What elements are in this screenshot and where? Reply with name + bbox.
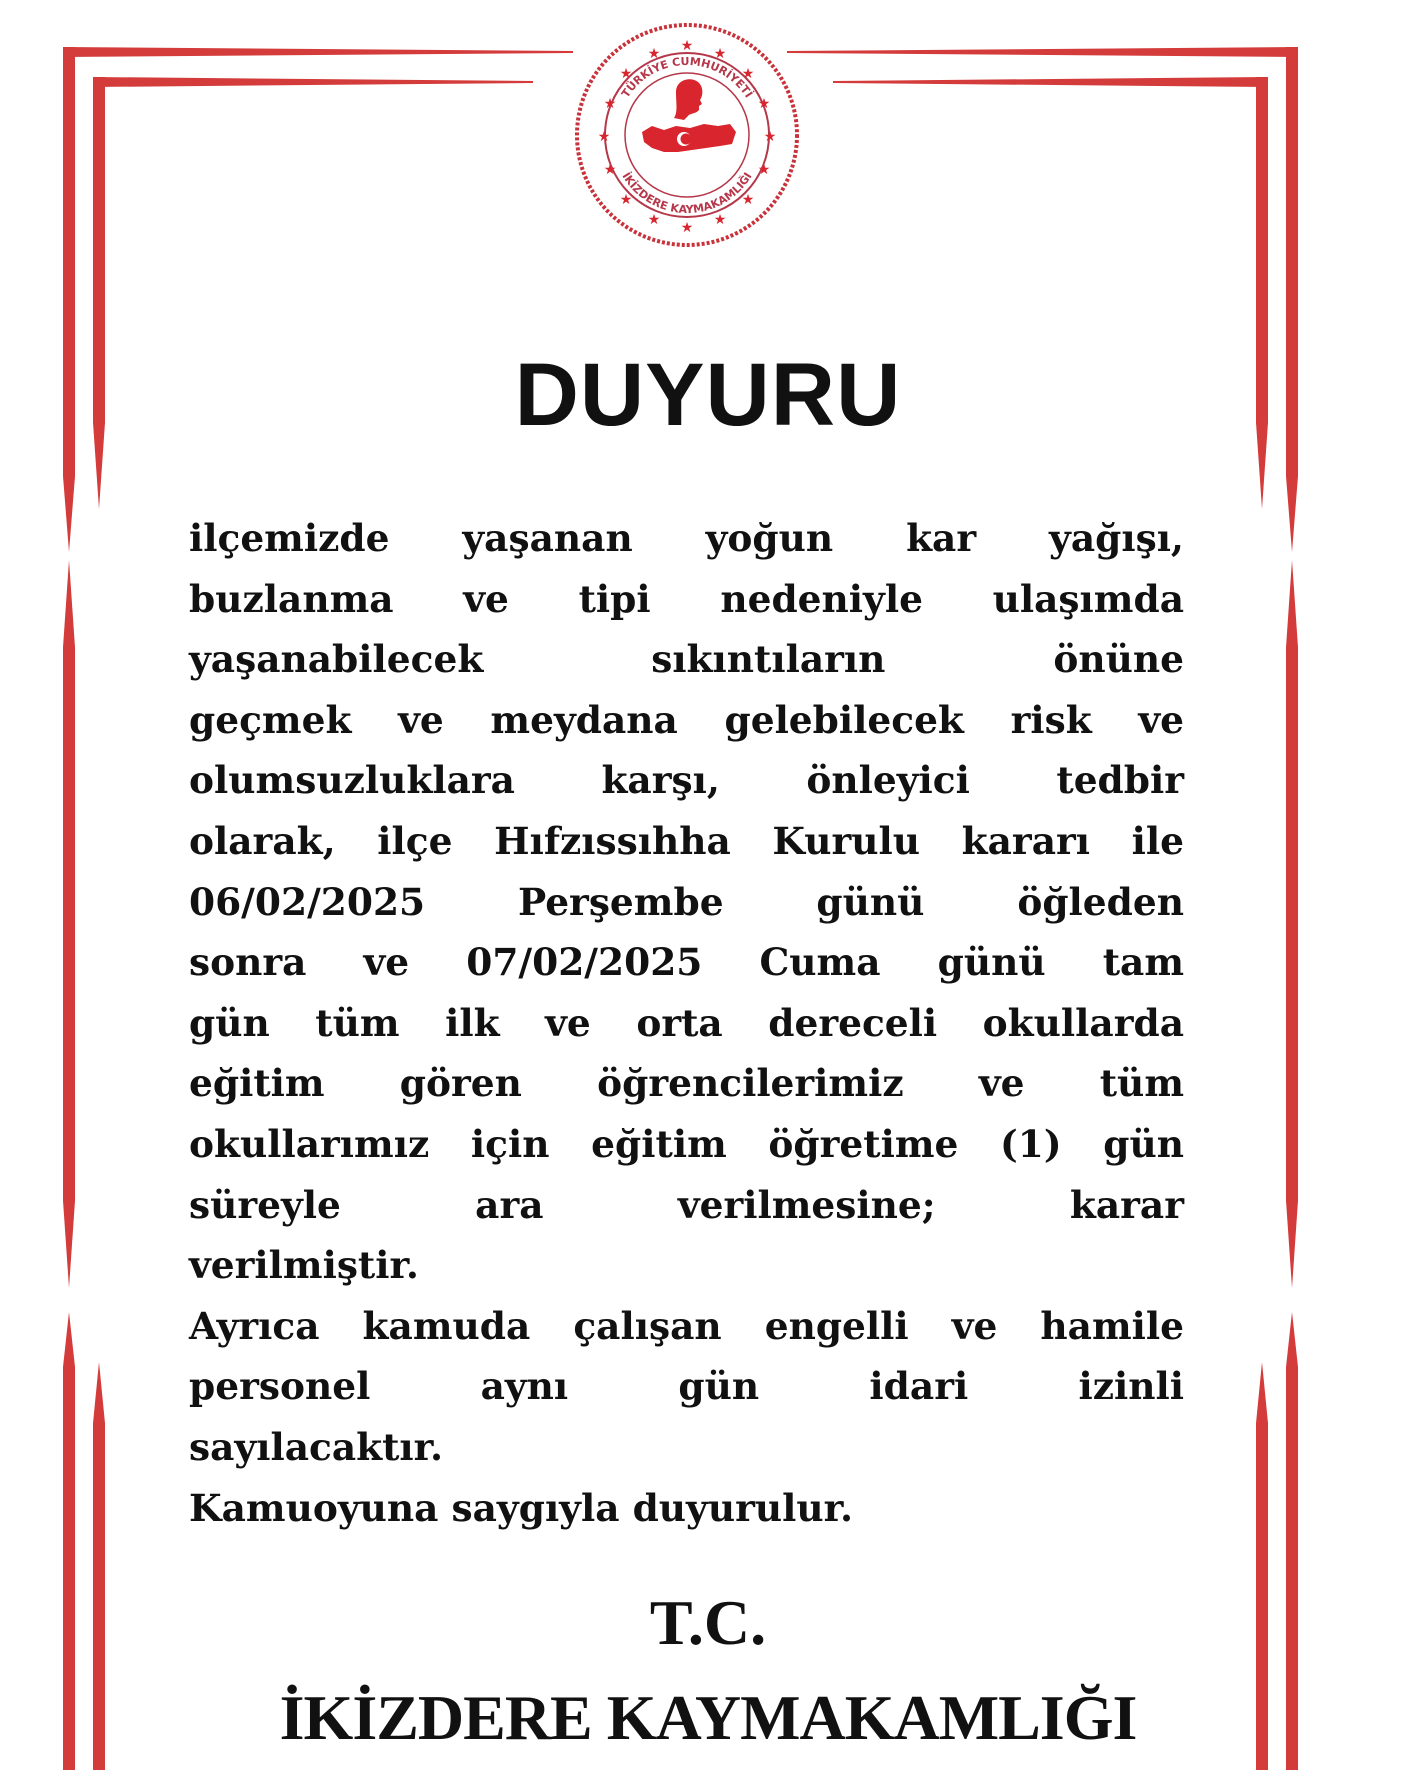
frame-right-outer-1 — [1286, 47, 1298, 552]
svg-text:★: ★ — [619, 66, 633, 82]
body-line: Kamuoyuna saygıyla duyurulur. — [189, 1485, 854, 1530]
body-line: geçmek ve meydana gelebilecek risk ve — [189, 697, 1184, 742]
svg-text:★: ★ — [763, 129, 777, 145]
svg-text:★: ★ — [597, 129, 611, 145]
svg-text:★: ★ — [619, 192, 633, 208]
svg-text:★: ★ — [757, 96, 771, 112]
signature-organization: İKİZDERE KAYMAKAMLIĞI — [279, 1682, 1137, 1753]
svg-text:★: ★ — [680, 220, 694, 236]
body-line: eğitim gören öğrencilerimiz ve tüm — [189, 1061, 1184, 1106]
body-line: verilmiştir. — [189, 1243, 419, 1288]
frame-right-inner-1 — [1256, 77, 1268, 509]
frame-left-outer-1 — [63, 47, 75, 552]
body-line: personel aynı gün idari izinli — [189, 1364, 1184, 1409]
frame-top-outer-right — [787, 47, 1298, 57]
frame-left-outer-2 — [63, 560, 75, 1288]
svg-text:★: ★ — [713, 46, 727, 62]
svg-text:TÜRKİYE CUMHURİYETİ: TÜRKİYE CUMHURİYETİ — [619, 54, 756, 101]
body-line: yaşanabilecek sıkıntıların önüne — [189, 637, 1184, 682]
svg-text:★: ★ — [741, 66, 755, 82]
body-line: Ayrıca kamuda çalışan engelli ve hamile — [189, 1303, 1184, 1348]
body-line: olarak, ilçe Hıfzıssıhha Kurulu kararı ile — [189, 818, 1184, 863]
svg-text:★: ★ — [713, 212, 727, 228]
frame-top-inner-right — [833, 77, 1268, 87]
svg-text:★: ★ — [603, 162, 617, 178]
svg-text:★: ★ — [757, 162, 771, 178]
frame-top-inner-left — [93, 77, 533, 87]
svg-text:★: ★ — [741, 192, 755, 208]
body-line: okullarımız için eğitim öğretime (1) gün — [189, 1121, 1184, 1166]
signature-tc: T.C. — [649, 1587, 767, 1658]
body-line: olumsuzluklara karşı, önleyici tedbir — [189, 758, 1184, 803]
frame-left-inner-1 — [93, 77, 105, 509]
body-line: süreyle ara verilmesine; karar — [189, 1182, 1184, 1227]
frame-right-outer-2 — [1286, 560, 1298, 1288]
announcement-body — [189, 508, 1184, 1538]
body-line: gün tüm ilk ve orta dereceli okullarda — [189, 1000, 1184, 1045]
body-line: sayılacaktır. — [189, 1424, 444, 1469]
svg-text:İKİZDERE KAYMAKAMLIĞI: İKİZDERE KAYMAKAMLIĞI — [619, 170, 755, 217]
svg-text:★: ★ — [647, 46, 661, 62]
body-line: 06/02/2025 Perşembe günü öğleden — [189, 879, 1184, 924]
frame-top-outer-left — [63, 47, 573, 57]
body-line: buzlanma ve tipi nedeniyle ulaşımda — [189, 576, 1184, 621]
body-line: sonra ve 07/02/2025 Cuma günü tam — [189, 940, 1184, 985]
svg-text:★: ★ — [680, 38, 694, 54]
page-title: DUYURU — [514, 344, 902, 444]
body-line: ilçemizde yaşanan yoğun kar yağışı, — [189, 516, 1184, 560]
ikizdere-kaymakamligi-seal-icon — [572, 20, 802, 250]
svg-text:★: ★ — [603, 96, 617, 112]
svg-text:★: ★ — [647, 212, 661, 228]
